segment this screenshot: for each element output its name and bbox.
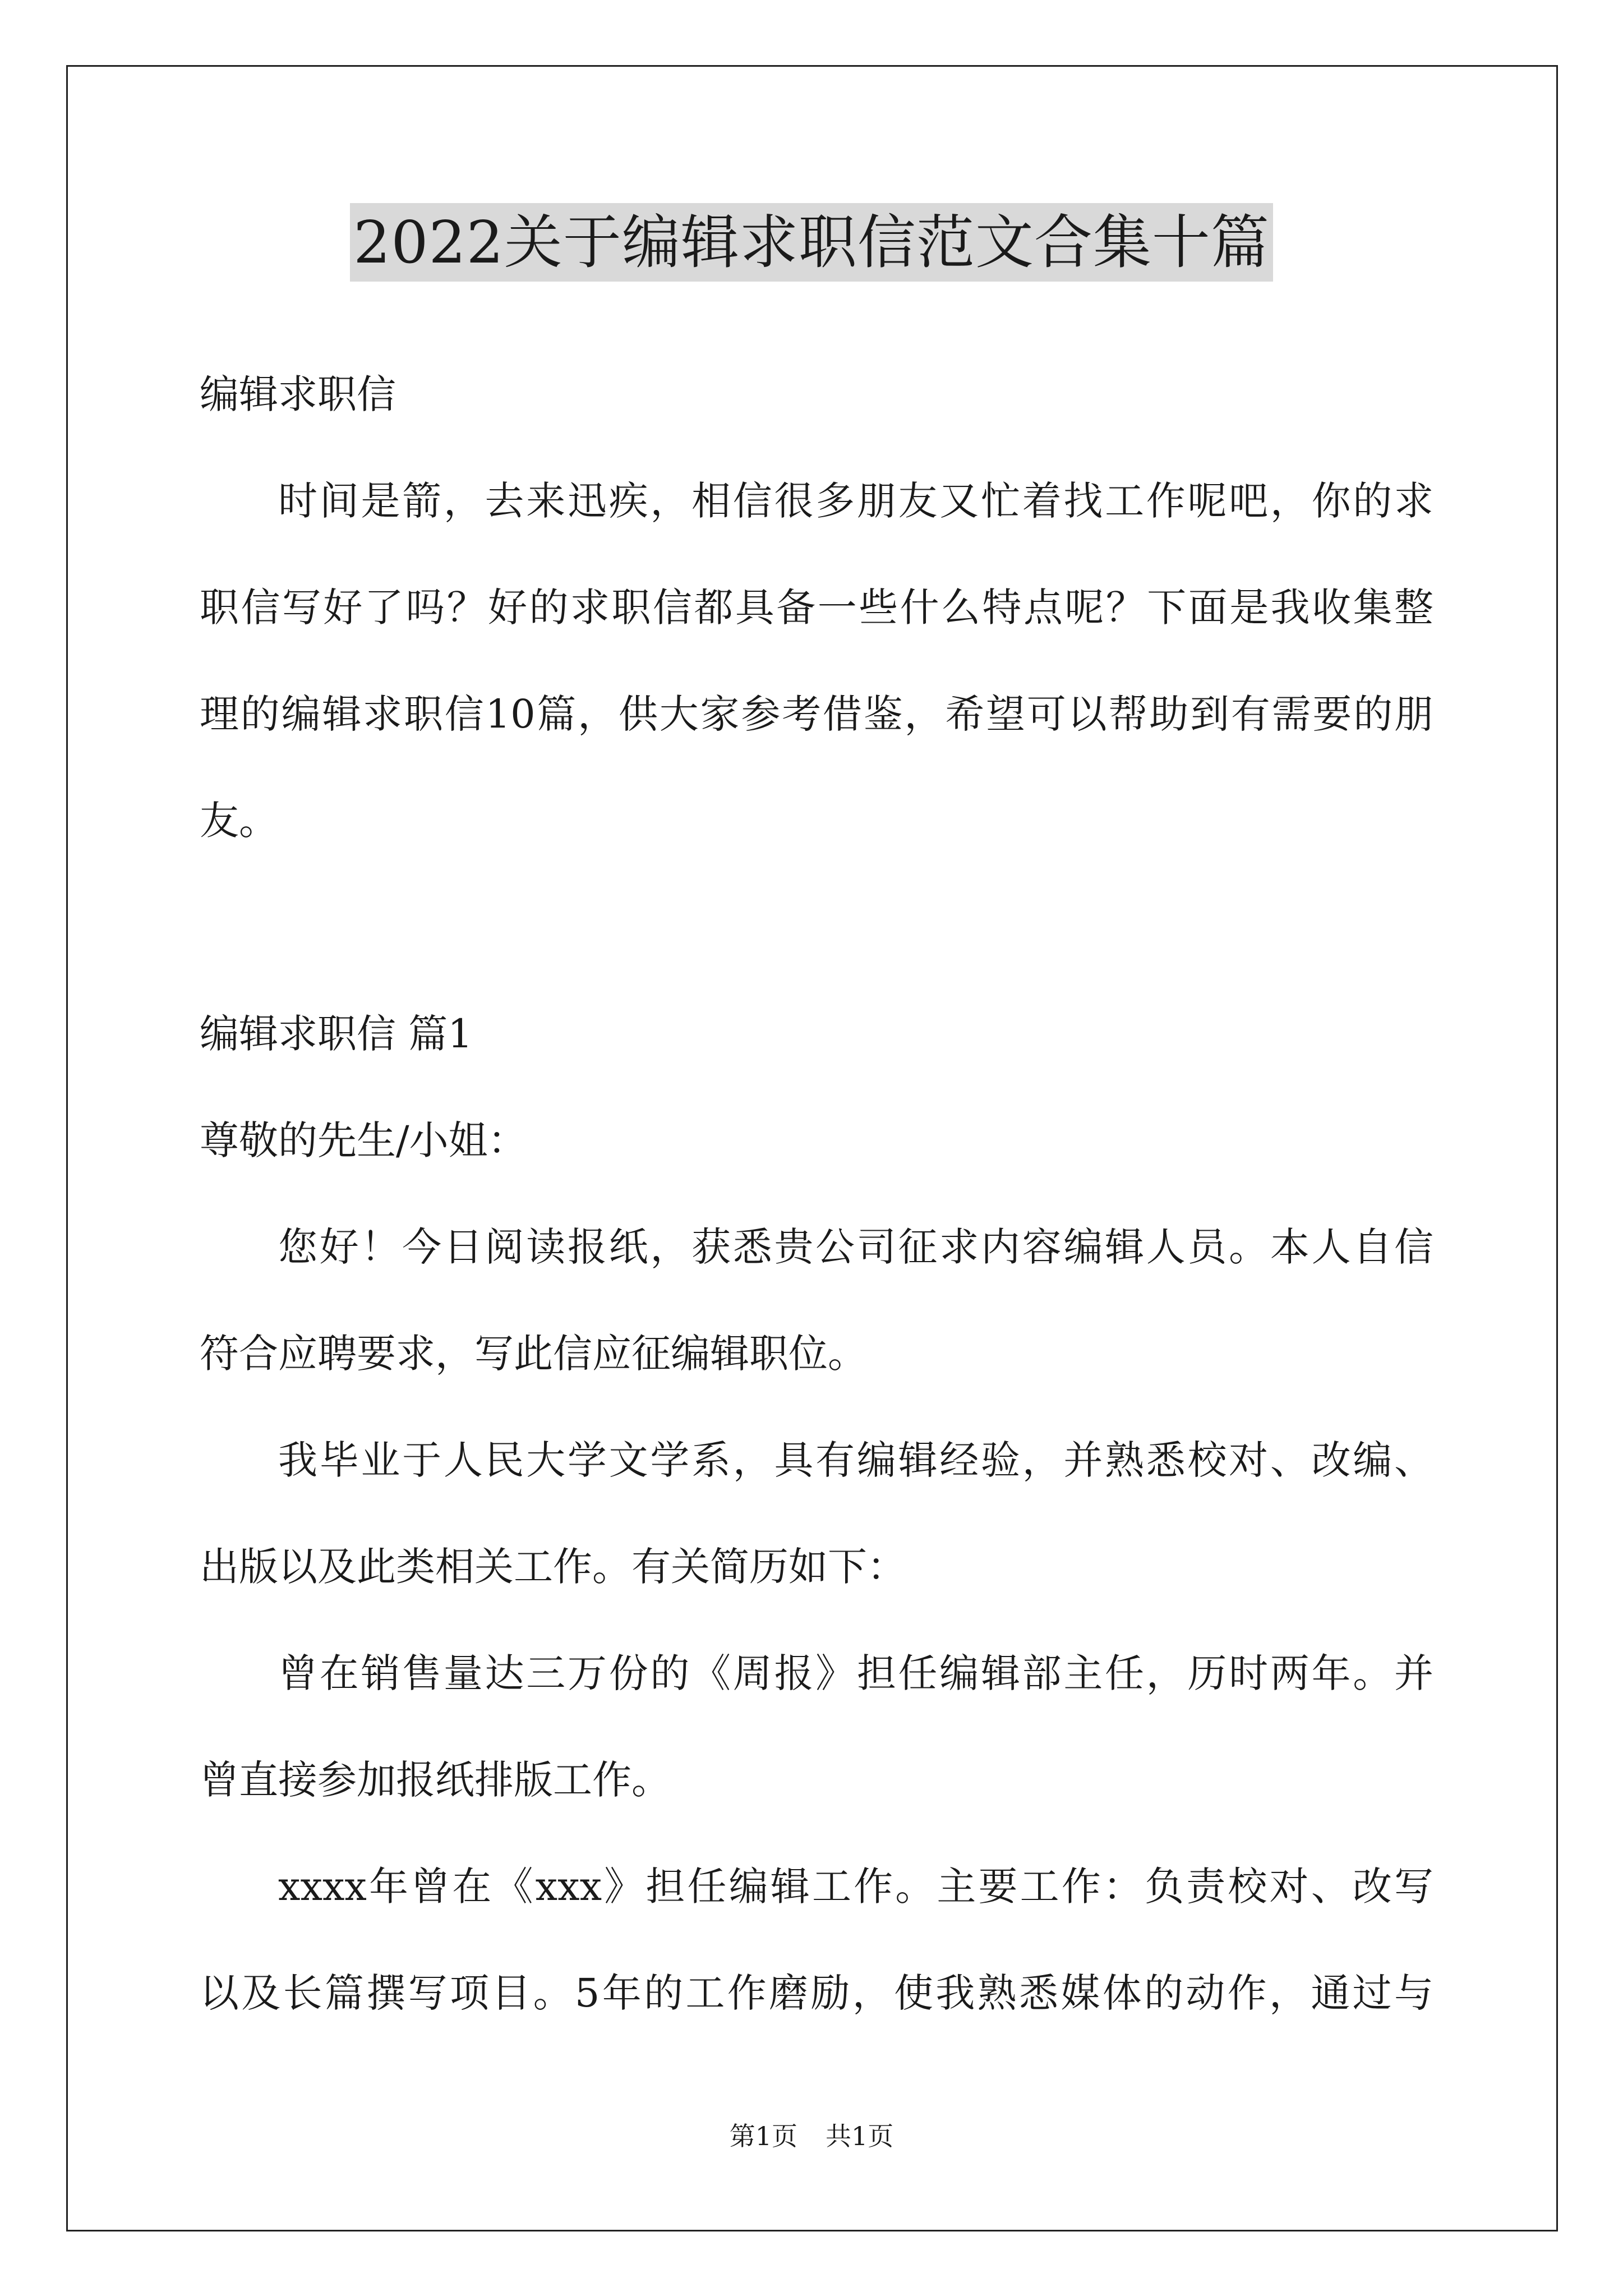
intro-paragraph-line: 职信写好了吗？好的求职信都具备一些什么特点呢？下面是我收集整 [200, 585, 1433, 631]
paragraph-gap [200, 874, 1433, 981]
intro-paragraph-line: 理的编辑求职信10篇，供大家参考借鉴，希望可以帮助到有需要的朋 [200, 691, 1433, 737]
document-title: 2022关于编辑求职信范文合集十篇 [350, 203, 1273, 282]
body-paragraph-line: 符合应聘要求，写此信应征编辑职位。 [200, 1331, 867, 1377]
body-paragraph-line: 出版以及此类相关工作。有关简历如下： [200, 1544, 906, 1590]
section-heading: 编辑求职信 篇1 [200, 1011, 473, 1057]
intro-paragraph-line: 友。 [200, 798, 278, 844]
salutation: 尊敬的先生/小姐： [200, 1117, 527, 1163]
body-paragraph-line: 曾在销售量达三万份的《周报》担任编辑部主任，历时两年。并 [278, 1650, 1433, 1696]
body-paragraph-line: 以及长篇撰写项目。5年的工作磨励，使我熟悉媒体的动作，通过与 [200, 1970, 1433, 2016]
page-footer [0, 2119, 1623, 2153]
body-paragraph-line: 曾直接参加报纸排版工作。 [200, 1757, 671, 1803]
body-paragraph-line: 您好！今日阅读报纸，获悉贵公司征求内容编辑人员。本人自信 [278, 1224, 1433, 1270]
document-heading: 编辑求职信 [200, 371, 396, 417]
page-number: 第1页 [729, 2121, 797, 2151]
body-paragraph-line: 我毕业于人民大学文学系，具有编辑经验，并熟悉校对、改编、 [278, 1437, 1433, 1483]
document-body [200, 341, 1433, 2046]
page-total: 共1页 [826, 2121, 894, 2151]
body-paragraph-line: xxxx年曾在《xxx》担任编辑工作。主要工作：负责校对、改写 [278, 1864, 1433, 1910]
intro-paragraph-line: 时间是箭，去来迅疾，相信很多朋友又忙着找工作呢吧，你的求 [278, 478, 1433, 524]
title-container [0, 203, 1623, 282]
